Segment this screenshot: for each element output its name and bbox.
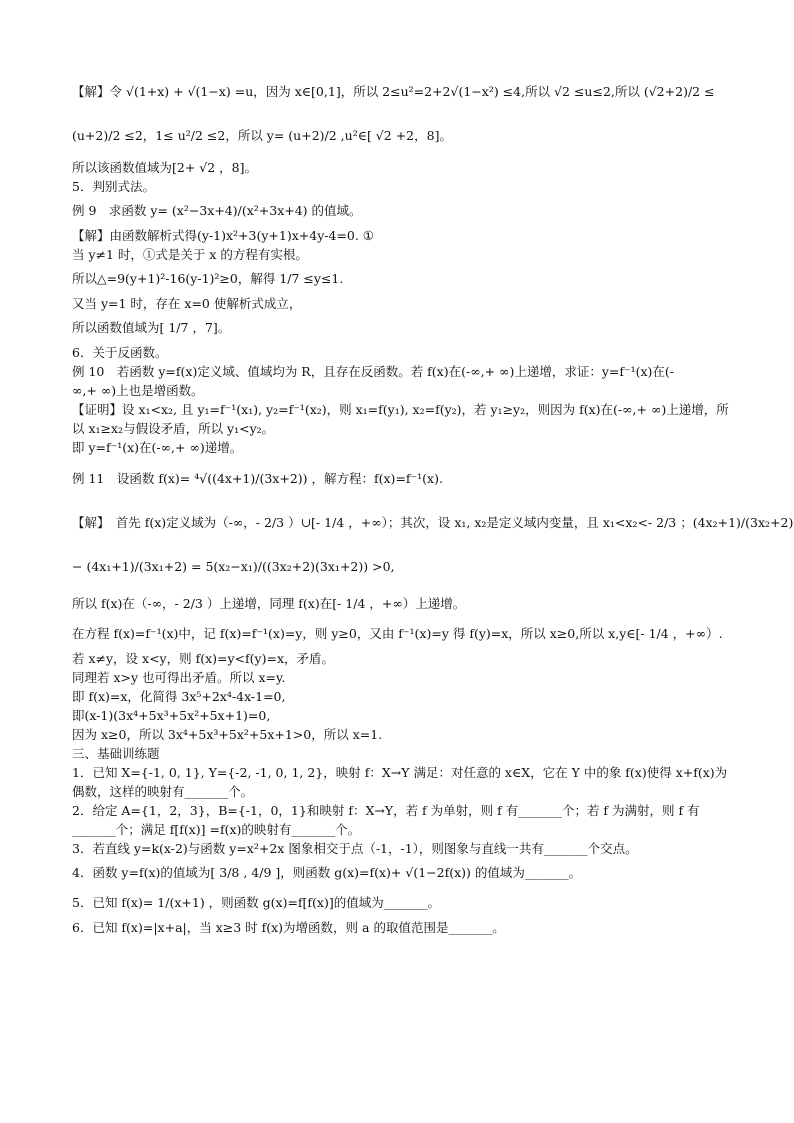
exercise-3: 3．若直线 y=k(x-2)与函数 y=x²+2x 图象相交于点（-1，-1），则图象与直线一共有_______个交点。 xyxy=(72,841,638,856)
solution-line-6: 所以△=9(y+1)²-16(y-1)²≥0，解得 1/7 ≤y≤1. xyxy=(72,271,344,286)
solution-11-line-7: 即 f(x)=x，化简得 3x⁵+2x⁴-4x-1=0, xyxy=(72,689,286,704)
exercise-4: 4．函数 y=f(x)的值域为[ 3/8 , 4/9 ]，则函数 g(x)=f(x)+ √(1−2f(x)) 的值域为_______。 xyxy=(72,865,582,880)
exercise-1-line-2: 偶数，这样的映射有_______个。 xyxy=(72,784,254,799)
section-heading-3: 三、基础训练题 xyxy=(72,746,160,761)
exercise-2-line-2: _______个；满足 f[f(x)] =f(x)的映射有_______个。 xyxy=(72,822,361,837)
solution-line-7: 又当 y=1 时，存在 x=0 使解析式成立， xyxy=(72,296,302,311)
solution-line-8: 所以函数值域为[ 1/7 ，7]。 xyxy=(72,320,231,335)
solution-line-5: 当 y≠1 时，①式是关于 x 的方程有实根。 xyxy=(72,247,308,262)
solution-11-line-4: 在方程 f(x)=f⁻¹(x)中，记 f(x)=f⁻¹(x)=y，则 y≥0，又由 f⁻¹(x)=y 得 f(y)=x，所以 x≥0,所以 x,y∈[- 1/4 ，+∞）. xyxy=(72,626,723,641)
example-11: 例 11 设函数 f(x)= ⁴√((4x+1)/(3x+2)) ，解方程：f(x)=f⁻¹(x). xyxy=(72,471,443,486)
solution-line-3: 所以该函数值域为[2+ √2 ，8]。 xyxy=(72,160,257,175)
document-page xyxy=(72,70,794,937)
solution-11-line-1: 【解】 首先 f(x)定义域为（-∞，- 2/3 ）∪[- 1/4 ，+∞）；其次，设 x₁, x₂是定义域内变量，且 x₁<x₂<- 2/3 ；(4x₂+1)/(3x₂+2) xyxy=(72,515,794,530)
example-10-line-1: 例 10 若函数 y=f(x)定义域、值域均为 R，且存在反函数。若 f(x)在(-∞,+ ∞)上递增，求证：y=f⁻¹(x)在(- xyxy=(72,364,675,379)
exercise-5: 5．已知 f(x)= 1/(x+1) ，则函数 g(x)=f[f(x)]的值域为_______。 xyxy=(72,895,440,910)
example-10-line-2: ∞,+ ∞)上也是增函数。 xyxy=(72,383,204,398)
proof-line-2: 以 x₁≥x₂与假设矛盾，所以 y₁<y₂。 xyxy=(72,421,275,436)
solution-11-line-3: 所以 f(x)在（-∞，- 2/3 ）上递增，同理 f(x)在[- 1/4 ，+∞）上递增。 xyxy=(72,596,466,611)
exercise-6: 6．已知 f(x)=|x+a|，当 x≥3 时 f(x)为增函数，则 a 的取值范围是_______。 xyxy=(72,920,505,935)
solution-line-4: 【解】由函数解析式得(y-1)x²+3(y+1)x+4y-4=0. ① xyxy=(72,228,375,243)
solution-line-2: (u+2)/2 ≤2，1≤ u²/2 ≤2，所以 y= (u+2)/2 ,u²∈[ √2 +2，8]。 xyxy=(72,128,452,143)
solution-11-line-6: 同理若 x>y 也可得出矛盾。所以 x=y. xyxy=(72,670,286,685)
solution-11-line-5: 若 x≠y，设 x<y，则 f(x)=y<f(y)=x，矛盾。 xyxy=(72,651,334,666)
solution-11-line-9: 因为 x≥0，所以 3x⁴+5x³+5x²+5x+1>0，所以 x=1. xyxy=(72,727,383,742)
proof-line-3: 即 y=f⁻¹(x)在(-∞,+ ∞)递增。 xyxy=(72,440,243,455)
proof-line-1: 【证明】设 x₁<x₂, 且 y₁=f⁻¹(x₁), y₂=f⁻¹(x₂)，则 x₁=f(y₁), x₂=f(y₂)，若 y₁≥y₂，则因为 f(x)在(-∞,+ ∞)上递增，所 xyxy=(72,402,729,417)
solution-11-line-2: − (4x₁+1)/(3x₁+2) = 5(x₂−x₁)/((3x₂+2)(3x₁+2)) >0, xyxy=(72,559,395,574)
solution-line-1: 【解】令 √(1+x) + √(1−x) =u，因为 x∈[0,1]，所以 2≤u²=2+2√(1−x²) ≤4,所以 √2 ≤u≤2,所以 (√2+2)/2 ≤ xyxy=(72,84,715,99)
exercise-1-line-1: 1．已知 X={-1, 0, 1}, Y={-2, -1, 0, 1, 2}，映射 f：X→Y 满足：对任意的 x∈X，它在 Y 中的象 f(x)使得 x+f(x)为 xyxy=(72,765,728,780)
section-heading-5: 5．判别式法。 xyxy=(72,179,155,194)
section-heading-6: 6．关于反函数。 xyxy=(72,345,168,360)
solution-11-line-8: 即(x-1)(3x⁴+5x³+5x²+5x+1)=0, xyxy=(72,708,271,723)
exercise-2-line-1: 2．给定 A={1，2，3}，B={-1，0，1}和映射 f：X→Y，若 f 为单射，则 f 有_______个；若 f 为满射，则 f 有 xyxy=(72,803,700,818)
example-9: 例 9 求函数 y= (x²−3x+4)/(x²+3x+4) 的值域。 xyxy=(72,203,362,218)
